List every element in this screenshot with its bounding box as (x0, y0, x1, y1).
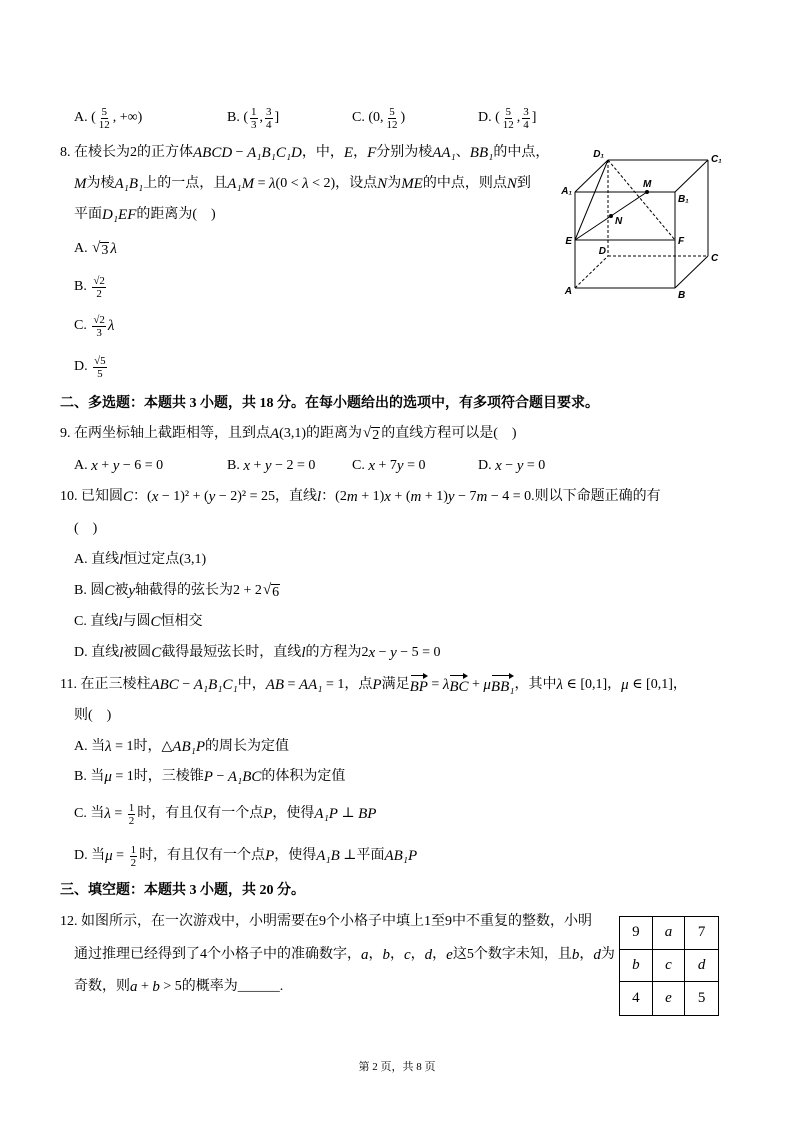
text-run: ， (432, 947, 447, 962)
fraction-numerator: 5 (101, 105, 108, 118)
fraction-numerator: 1 (128, 801, 135, 814)
fraction-denominator: 4 (523, 118, 529, 131)
math-run: P (263, 806, 273, 822)
text-run: ] (531, 110, 537, 125)
math-run: l (317, 489, 322, 505)
fraction-denominator: 12 (98, 118, 110, 131)
text-run: 12. 如图所示，在一次游戏中，小明需要在9个小格子中填上1至9中不重复的整数，小明 (60, 914, 592, 929)
q12-stem-line-1 (60, 912, 592, 932)
text-run: 分别为棱 (376, 145, 433, 160)
radical-sign: √ (92, 240, 101, 256)
text-run: = 1，点 (322, 677, 373, 692)
text-run: 恒过定点(3,1) (123, 552, 207, 567)
q11-option-c (74, 801, 377, 827)
q9-stem (60, 424, 517, 444)
text-run: − 4 = 0.则以下命题正确的有 (487, 489, 661, 504)
q11-option-a (74, 737, 289, 757)
text-run: + (97, 458, 113, 473)
point-n (609, 214, 613, 218)
text-run: − 2 = 0 (271, 458, 316, 473)
text-run: + 1) (421, 489, 448, 504)
fraction-denominator: 12 (386, 118, 398, 131)
text-run: C. (0, (352, 110, 384, 125)
math-run: y (112, 458, 120, 474)
math-run: m (346, 489, 358, 505)
fraction-denominator: 2 (128, 814, 135, 827)
text-run: , (516, 110, 521, 125)
math-run: C (104, 583, 115, 599)
math-run: y (264, 458, 272, 474)
q7-option-c (352, 105, 406, 131)
math-run: A₁P (314, 806, 338, 822)
text-run: 10. 已知圆 (60, 489, 123, 504)
text-run: = (427, 677, 443, 692)
q8-option-c (74, 313, 115, 339)
cube-edge-a1d1 (575, 160, 608, 192)
math-run: d (593, 947, 601, 963)
math-run: x (384, 489, 391, 505)
math-run: λ (442, 677, 450, 693)
math-run: x (368, 645, 376, 661)
fraction (386, 106, 399, 131)
grid-cell: e (653, 982, 686, 1015)
math-run: l (119, 645, 124, 661)
math-run: A (270, 426, 280, 442)
math-run: AA₁ (432, 145, 456, 161)
square-root (92, 240, 109, 258)
grid-cell: d (685, 950, 718, 983)
cube-figure (555, 145, 730, 305)
math-run: AB₁P (172, 739, 205, 755)
text-run: + (137, 979, 153, 994)
text-run: = (112, 848, 128, 863)
label-d1: D₁ (593, 149, 604, 160)
text-run: 的方程为2 (305, 645, 369, 660)
text-run: , +∞) (112, 110, 143, 125)
text-run: ∈ [0,1]， (628, 677, 687, 692)
text-run: A. (74, 241, 92, 256)
text-run: 的中点， (493, 145, 550, 160)
radicand: 2 (372, 428, 380, 443)
math-run: ME (401, 176, 423, 192)
fraction (98, 106, 111, 131)
fraction-numerator: 3 (523, 105, 529, 118)
text-run: ，使得 (274, 848, 317, 863)
text-run: ：(2 (321, 489, 347, 504)
fraction-denominator: 2 (96, 287, 102, 300)
math-run: N (377, 176, 388, 192)
fraction-denominator: 5 (97, 367, 103, 380)
text-run: , (259, 110, 263, 125)
q9-option-d (478, 456, 545, 476)
q8-stem-line-3 (74, 205, 216, 225)
text-run: − (375, 645, 391, 660)
math-run: P (203, 769, 213, 785)
q8-stem-line-1 (60, 143, 549, 163)
label-b: B (678, 290, 686, 301)
math-run: y (447, 489, 455, 505)
text-run: ， (410, 947, 425, 962)
q8-option-a (74, 239, 117, 259)
math-run: y (516, 458, 524, 474)
text-run: D. (74, 359, 92, 374)
segment-d1f-hidden (608, 160, 675, 240)
text-run: ∈ [0,1]， (562, 677, 622, 692)
label-d: D (598, 246, 606, 257)
q7-option-b (227, 105, 280, 131)
fraction-numerator: 3 (266, 105, 272, 118)
text-run: ⊥ (337, 806, 359, 821)
q10-option-c (74, 612, 203, 632)
text-run: 截得最短弦长时，直线 (161, 645, 302, 660)
fraction-numerator: √2 (93, 313, 105, 326)
fraction (130, 844, 138, 869)
vector-symbol: BC (449, 673, 468, 697)
math-run: M (74, 176, 87, 192)
text-run: ， (368, 947, 383, 962)
text-run: D. ( (478, 110, 500, 125)
vector-symbol: BP (410, 673, 428, 697)
text-run: − 2)² = 25，直线 (215, 489, 317, 504)
math-run: x (495, 458, 502, 474)
fraction (265, 106, 273, 131)
math-run: D₁EF (102, 207, 137, 223)
math-run: d (424, 947, 433, 963)
text-run: + (468, 677, 484, 692)
cube-edge-ad-hidden (575, 256, 608, 288)
grid-cell: 4 (620, 982, 653, 1015)
text-run: C. 当 (74, 806, 105, 821)
text-run: ， (390, 947, 404, 962)
text-run: 通过推理已经得到了4个小格子中的准确数字， (74, 947, 361, 962)
text-run: − 1)² + ( (158, 489, 209, 504)
fraction (502, 106, 515, 131)
math-run: BB₁ (469, 145, 494, 161)
math-run: l (118, 614, 123, 630)
q11-stem-line-2 (74, 706, 111, 726)
point-m (645, 190, 649, 194)
grid-cell: 9 (620, 917, 653, 950)
text-run: 轴截得的弦长为2 + 2 (135, 583, 262, 598)
math-run: ABCD (193, 145, 233, 161)
math-run: b (382, 947, 390, 963)
math-run: P (265, 848, 275, 864)
text-run: ⊥平面 (339, 848, 385, 863)
text-run: C. (352, 458, 369, 473)
math-run: μ (104, 769, 112, 785)
text-run: + (250, 458, 265, 473)
q9-option-a (74, 456, 163, 476)
math-run: A₁M (227, 176, 255, 192)
fraction-denominator: 12 (502, 118, 514, 131)
section-heading-fill-in: 三、填空题：本题共 3 小题，共 20 分。 (60, 883, 305, 898)
text-run: 的中点，则点 (422, 176, 507, 191)
text-run: 为棱 (86, 176, 115, 191)
label-c1: C₁ (711, 154, 722, 165)
text-run: − 5 = 0 (396, 645, 441, 660)
math-run: a (361, 947, 369, 963)
text-run: 的周长为定值 (205, 739, 289, 754)
math-run: A₁B₁C₁ (193, 677, 238, 693)
math-run: λ (110, 241, 117, 257)
math-run: y (208, 489, 216, 505)
math-run: P (372, 677, 382, 693)
text-run: 11. 在正三棱柱 (60, 677, 151, 692)
label-c: C (711, 253, 719, 264)
fraction-denominator: 4 (266, 118, 272, 131)
text-run: B. ( (227, 110, 248, 125)
math-run: N (506, 176, 517, 192)
grid-cell: 7 (685, 917, 718, 950)
math-run: a (130, 979, 138, 995)
grid-cell: a (653, 917, 686, 950)
math-run: λ (107, 318, 115, 334)
fraction-numerator: √2 (93, 274, 105, 287)
text-run: A. 当 (74, 739, 106, 754)
text-run: = 1时，△ (111, 739, 173, 754)
math-run: λ (104, 806, 111, 822)
math-run: A₁B₁C₁D (247, 145, 302, 161)
text-run: B. 圆 (74, 583, 105, 598)
math-run: x (151, 489, 159, 505)
text-run: − (232, 145, 248, 160)
text-run: 到 (516, 176, 531, 191)
cube-edge-bc (675, 256, 708, 288)
text-run: 为 (600, 947, 615, 962)
fraction-denominator: 3 (251, 118, 257, 131)
text-run: ] (274, 110, 280, 125)
text-run: 、 (455, 145, 470, 160)
radicand: 3 (101, 243, 109, 258)
math-run: e (446, 947, 453, 963)
text-run: 满足 (381, 677, 410, 692)
label-m: M (643, 179, 652, 190)
text-run: 上的一点，且 (143, 176, 228, 191)
text-run: 恒相交 (160, 614, 203, 629)
math-run: y (390, 645, 397, 661)
text-run: D. 当 (74, 848, 106, 863)
text-run: 与圆 (122, 614, 151, 629)
text-run: 9. 在两坐标轴上截距相等，且到点 (60, 426, 270, 441)
text-run: − 6 = 0 (119, 458, 164, 473)
q10-option-b (74, 581, 281, 601)
q9-option-b (227, 456, 315, 476)
text-run: A. ( (74, 110, 96, 125)
text-run: + 1) (357, 489, 385, 504)
math-run: y (396, 458, 404, 474)
math-run: m (476, 489, 488, 505)
text-run: = 0 (403, 458, 426, 473)
q8-option-d (74, 354, 109, 380)
q10-stem-line-2 (74, 519, 97, 539)
text-run: C. (74, 318, 91, 333)
text-run: 这5个数字未知，且 (452, 947, 572, 962)
q11-stem-line-1 (60, 675, 687, 695)
q11-option-b (74, 767, 345, 787)
math-run: C (123, 489, 134, 505)
text-run: < 2)，设点 (308, 176, 378, 191)
vector-symbol: BB₁ (491, 673, 515, 697)
text-run: ，中， (301, 145, 344, 160)
text-run: (0 < (275, 176, 303, 191)
math-run: λ (556, 677, 563, 693)
fraction-denominator: 2 (130, 856, 137, 869)
text-run: 平面 (74, 207, 102, 222)
text-run: 时，有且仅有一个点 (139, 848, 266, 863)
text-run: ， (353, 145, 368, 160)
fraction-numerator: 5 (505, 105, 512, 118)
grid-cell: 5 (697, 990, 706, 1007)
square-root (263, 582, 280, 600)
math-run: λ (269, 176, 276, 192)
page-footer: 第 2 页，共 8 页 (358, 1061, 436, 1073)
number-grid (619, 916, 719, 1016)
math-run: λ (105, 739, 112, 755)
text-run: A. 直线 (74, 552, 120, 567)
q10-option-d (74, 643, 441, 663)
text-run: 被圆 (123, 645, 152, 660)
text-run: (3,1)的距离为 (279, 426, 362, 441)
math-run: A₁B (316, 848, 340, 864)
text-run: ， (579, 947, 594, 962)
math-run: m (410, 489, 422, 505)
math-run: λ (302, 176, 309, 192)
q8-stem-line-2 (74, 174, 531, 194)
math-run: μ (105, 848, 113, 864)
text-run: = (110, 806, 126, 821)
text-run: 中， (237, 677, 266, 692)
fraction (250, 106, 258, 131)
text-run: 则( ) (74, 708, 112, 723)
text-run: − (178, 677, 194, 692)
math-run: C (151, 645, 162, 661)
text-run: ，其中 (514, 677, 557, 692)
label-n: N (615, 216, 623, 227)
text-run: 8. 在棱长为2的正方体 (60, 145, 193, 160)
math-run: b (152, 979, 160, 995)
q7-option-d (478, 105, 537, 131)
fraction (93, 355, 107, 380)
text-run: ，使得 (272, 806, 315, 821)
text-run: = 1时，三棱锥 (111, 769, 204, 784)
radical-sign: √ (363, 425, 372, 441)
text-run: − (501, 458, 517, 473)
label-b1: B₁ (678, 194, 689, 205)
fraction (128, 802, 136, 827)
math-run: F (367, 145, 377, 161)
grid-cell: b (620, 950, 653, 983)
text-run: B. (227, 458, 244, 473)
text-run: + 7 (375, 458, 397, 473)
segment-d1e (575, 160, 608, 240)
fraction (92, 314, 106, 339)
text-run: 的体积为定值 (261, 769, 346, 784)
text-run: = 0 (523, 458, 546, 473)
fraction-numerator: 5 (389, 105, 395, 118)
math-run: μ (483, 677, 491, 693)
text-run: ) (400, 110, 406, 125)
fraction-denominator: 3 (96, 326, 102, 339)
text-run: 奇数，则 (74, 979, 130, 994)
math-run: x (243, 458, 251, 474)
math-run: b (571, 947, 580, 963)
text-run: B. 当 (74, 769, 105, 784)
math-run: l (119, 552, 124, 568)
math-run: BP (358, 806, 377, 822)
text-run: A. (74, 458, 92, 473)
fraction (92, 275, 106, 300)
q8-option-b (74, 274, 108, 300)
text-run: 被 (114, 583, 129, 598)
fraction-numerator: √5 (94, 354, 106, 367)
text-run: B. (74, 279, 91, 294)
math-run: ABC (150, 677, 179, 693)
math-run: μ (621, 677, 629, 693)
math-run: A₁B₁ (114, 176, 144, 192)
label-a1: A₁ (561, 186, 572, 197)
math-run: C (150, 614, 161, 630)
text-run: D. 直线 (74, 645, 120, 660)
text-run: ( ) (74, 521, 98, 536)
math-run: AB₁P (384, 848, 418, 864)
q9-option-c (352, 456, 426, 476)
cube-edge-b1c1 (675, 160, 708, 192)
q7-option-a (74, 105, 143, 131)
q10-stem-line-1 (60, 487, 661, 507)
math-run: AA₁ (298, 677, 323, 693)
math-run: c (404, 947, 411, 963)
radical-sign: √ (262, 582, 272, 598)
text-run: + ( (390, 489, 411, 504)
fraction-numerator: 1 (251, 105, 257, 118)
square-root (363, 425, 380, 443)
text-run: − (212, 769, 228, 784)
label-f: F (678, 236, 685, 247)
text-run: − 7 (454, 489, 477, 504)
math-run: x (91, 458, 98, 474)
text-run: ：( (133, 489, 152, 504)
text-run: 的距离为( ) (136, 207, 216, 222)
q12-stem-line-2 (74, 945, 615, 965)
math-run: l (301, 645, 306, 661)
text-run: 的直线方程可以是( ) (381, 426, 517, 441)
math-run: AB (265, 677, 285, 693)
text-run: = (254, 176, 270, 191)
section-heading-multiple-choice: 二、多选题：本题共 3 小题，共 18 分。在每小题给出的选项中，有多项符合题目要求。 (60, 396, 599, 411)
text-run: D. (478, 458, 496, 473)
text-run: = (284, 677, 299, 692)
text-run: C. 直线 (74, 614, 119, 629)
q12-stem-line-3 (74, 977, 283, 997)
fraction-numerator: 1 (130, 843, 137, 856)
label-e: E (565, 236, 572, 247)
text-run: > 5的概率为______. (159, 979, 284, 994)
label-a: A (564, 286, 572, 297)
math-run: x (368, 458, 376, 474)
math-run: y (128, 583, 136, 599)
fraction (522, 106, 530, 131)
text-run: 时，有且仅有一个点 (137, 806, 264, 821)
grid-cell: c (653, 950, 686, 983)
radicand: 6 (272, 585, 280, 600)
q11-option-d (74, 843, 418, 869)
math-run: A₁BC (227, 769, 262, 785)
text-run: 为 (387, 176, 402, 191)
math-run: E (343, 145, 354, 161)
q10-option-a (74, 550, 206, 570)
